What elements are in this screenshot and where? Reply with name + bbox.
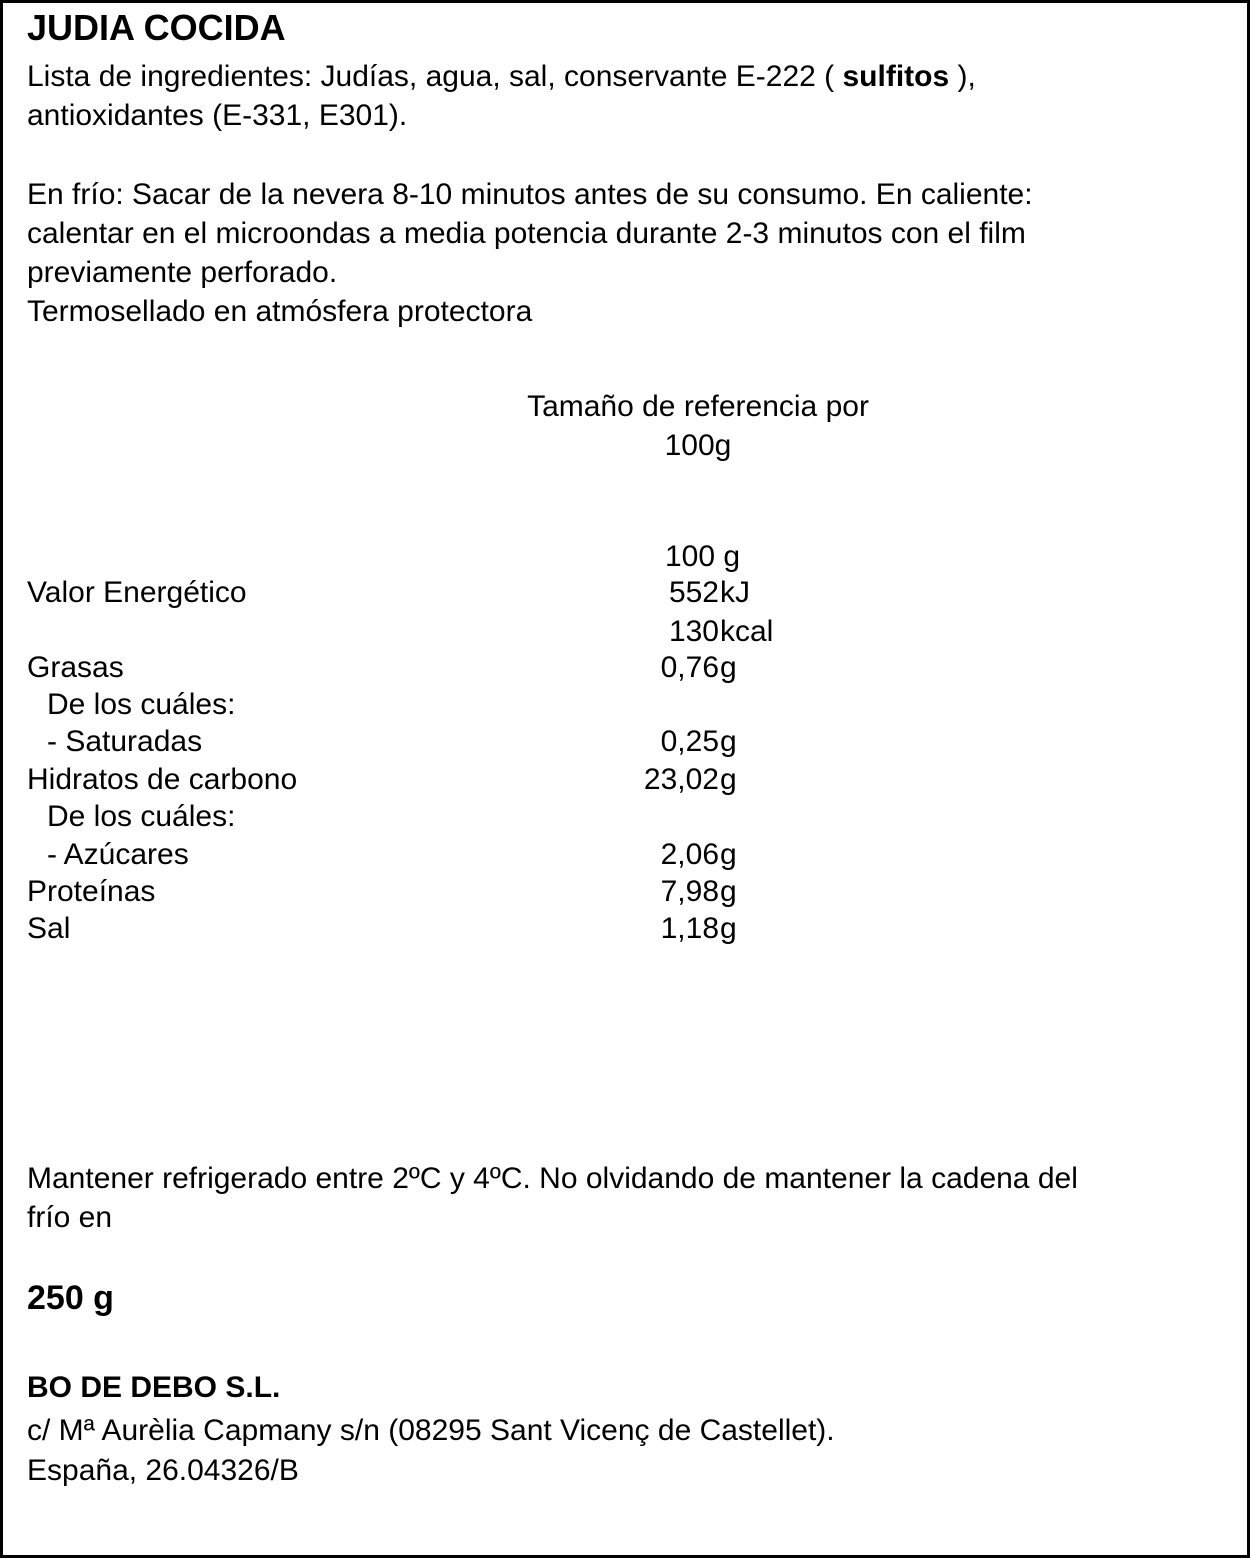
- energy-kj-unit: kJ: [720, 576, 750, 609]
- nutrient-label-azucares: - Azúcares: [47, 838, 189, 871]
- nutrient-label-saturadas: - Saturadas: [47, 725, 203, 758]
- nutrient-label-hidratos: Hidratos de carbono: [27, 763, 298, 796]
- nutrient-value-saturadas: 0,25: [660, 725, 719, 758]
- company-address: c/ Mª Aurèlia Capmany s/n (08295 Sant Vicenç de Castellet).: [27, 1414, 835, 1447]
- energy-kcal-value: 130: [668, 615, 719, 648]
- ingredients-suffix: ),: [949, 60, 976, 93]
- instructions-line-1: En frío: Sacar de la nevera 8-10 minutos antes de su consumo. En caliente:: [27, 178, 1033, 211]
- ingredients-line-2: antioxidantes (E-331, E301).: [27, 99, 408, 132]
- nutrient-value-proteinas: 7,98: [660, 875, 719, 908]
- energy-label: Valor Energético: [27, 576, 247, 609]
- energy-kcal-unit: kcal: [720, 615, 774, 648]
- nutrient-unit-proteinas: g: [720, 875, 737, 908]
- nutrient-value-hidratos: 23,02: [643, 763, 719, 796]
- reference-size-line-2: 100g: [664, 429, 732, 462]
- storage-line-2: frío en: [27, 1201, 113, 1234]
- nutrient-label-sal: Sal: [27, 912, 71, 945]
- instructions-line-2: calentar en el microondas a media potencia durante 2-3 minutos con el film: [27, 217, 1026, 250]
- net-weight: 250 g: [27, 1279, 114, 1317]
- nutrient-label-de-los-cuales-2: De los cuáles:: [47, 800, 236, 833]
- nutrient-label-de-los-cuales-1: De los cuáles:: [47, 688, 236, 721]
- packaging-note: Termosellado en atmósfera protectora: [27, 295, 533, 328]
- company-registry: España, 26.04326/B: [27, 1454, 299, 1487]
- nutrient-label-proteinas: Proteínas: [27, 875, 156, 908]
- nutrient-unit-saturadas: g: [720, 725, 737, 758]
- nutrient-unit-sal: g: [720, 912, 737, 945]
- nutrient-value-azucares: 2,06: [660, 838, 719, 871]
- instructions-line-3: previamente perforado.: [27, 256, 338, 289]
- nutrient-label-grasas: Grasas: [27, 651, 124, 684]
- nutrient-unit-grasas: g: [720, 651, 737, 684]
- allergen-sulfitos: sulfitos: [842, 60, 950, 93]
- reference-size-line-1: Tamaño de referencia por: [527, 390, 869, 423]
- product-title: JUDIA COCIDA: [27, 7, 286, 48]
- nutrient-value-grasas: 0,76: [660, 651, 719, 684]
- nutrition-column-header: 100 g: [665, 540, 741, 573]
- nutrient-unit-hidratos: g: [720, 763, 737, 796]
- energy-kj-value: 552: [668, 576, 719, 609]
- ingredients-line-1: [27, 57, 976, 96]
- nutrient-unit-azucares: g: [720, 838, 737, 871]
- storage-line-1: Mantener refrigerado entre 2ºC y 4ºC. No olvidando de mantener la cadena del: [27, 1162, 1078, 1195]
- company-name: BO DE DEBO S.L.: [27, 1371, 281, 1404]
- nutrient-value-sal: 1,18: [660, 912, 719, 945]
- ingredients-prefix: Lista de ingredientes: Judías, agua, sal, conservante E-222 (: [27, 60, 843, 93]
